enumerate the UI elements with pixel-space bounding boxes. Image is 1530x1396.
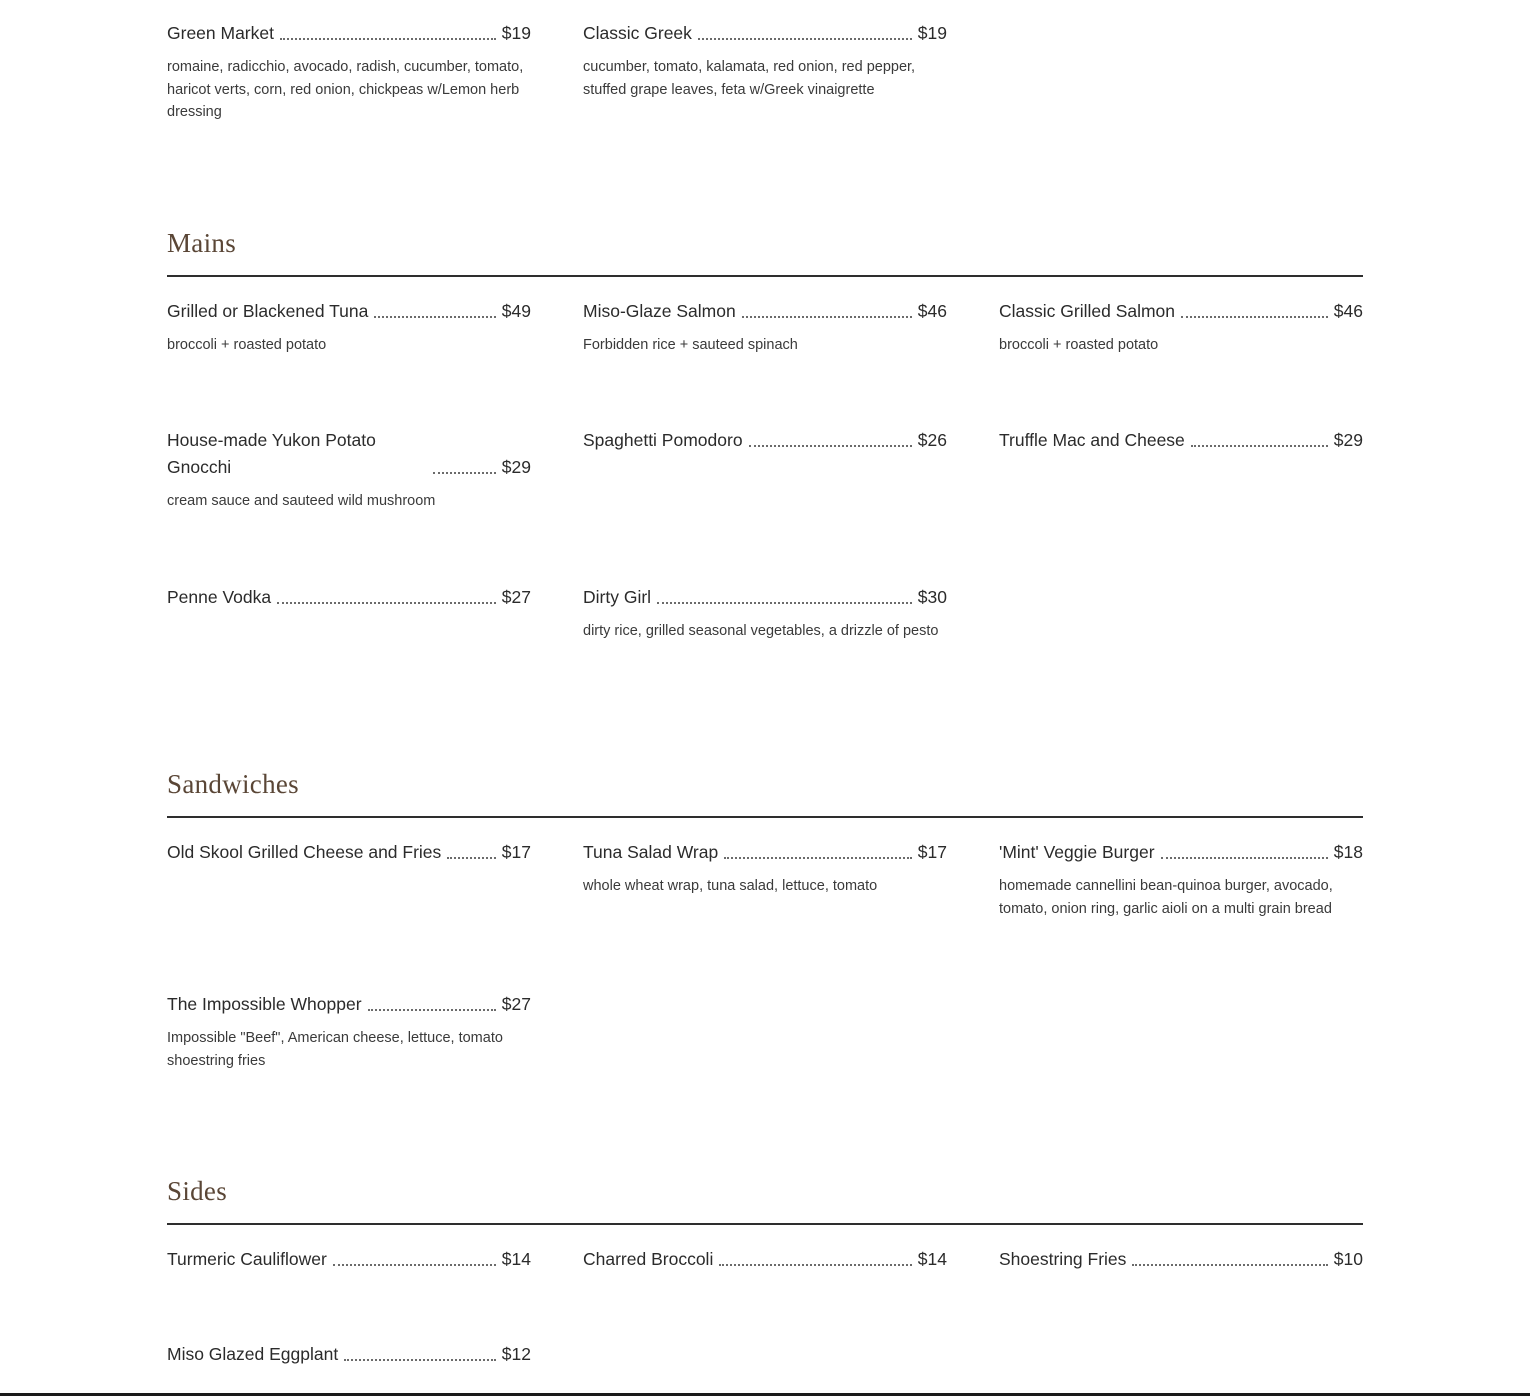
item-price: $49	[501, 301, 531, 321]
dot-leader	[742, 316, 912, 318]
menu-item-charred-broccoli	[583, 1246, 947, 1273]
item-description: broccoli + roasted potato	[999, 337, 1159, 353]
menu-item-gnocchi	[167, 427, 531, 513]
item-name: Tuna Salad Wrap	[583, 842, 719, 862]
dot-leader	[1132, 1264, 1327, 1266]
menu-item-veggie-burger	[999, 839, 1363, 920]
item-description: romaine, radicchio, avocado, radish, cucumber, tomato, haricot verts, corn, red onion, chickpeas w/Lemon herb dressing	[167, 59, 524, 120]
dot-leader	[657, 602, 912, 604]
dot-leader	[724, 857, 912, 859]
item-description: Impossible "Beef", American cheese, lettuce, tomato shoestring fries	[167, 1030, 503, 1069]
menu-item-penne-vodka	[167, 584, 531, 611]
item-description: dirty rice, grilled seasonal vegetables, a drizzle of pesto	[583, 623, 939, 639]
item-price: $26	[917, 430, 947, 450]
dot-leader	[368, 1009, 496, 1011]
menu-item-impossible-whopper	[167, 991, 531, 1072]
item-name: Shoestring Fries	[999, 1249, 1127, 1269]
item-name: House-made Yukon Potato Gnocchi	[167, 430, 376, 477]
section-divider	[167, 816, 1363, 818]
item-description: broccoli + roasted potato	[167, 337, 327, 353]
item-price: $27	[501, 994, 531, 1014]
item-description: Forbidden rice + sauteed spinach	[583, 337, 798, 353]
item-price: $18	[1333, 842, 1363, 862]
item-name: Miso Glazed Eggplant	[167, 1344, 339, 1364]
dot-leader	[1161, 857, 1328, 859]
menu-item-spaghetti	[583, 427, 947, 454]
item-name: Turmeric Cauliflower	[167, 1249, 327, 1269]
section-title-sides: Sides	[167, 1176, 228, 1206]
menu-item-truffle-mac	[999, 427, 1363, 454]
menu-item-miso-eggplant	[167, 1341, 531, 1368]
item-description: homemade cannellini bean-quinoa burger, avocado, tomato, onion ring, garlic aioli on a multi grain bread	[999, 878, 1333, 917]
item-name: Green Market	[167, 23, 274, 43]
menu-item-tuna-wrap	[583, 839, 947, 898]
menu-item-classic-salmon	[999, 298, 1363, 357]
section-divider	[167, 275, 1363, 277]
menu-item-tuna	[167, 298, 531, 357]
dot-leader	[447, 857, 496, 859]
menu-item-miso-salmon	[583, 298, 947, 357]
dot-leader	[719, 1264, 911, 1266]
item-price: $46	[917, 301, 947, 321]
item-name: The Impossible Whopper	[167, 994, 362, 1014]
dot-leader	[749, 445, 912, 447]
item-price: $14	[917, 1249, 947, 1269]
dot-leader	[1181, 316, 1328, 318]
dot-leader	[277, 602, 496, 604]
item-price: $19	[501, 23, 531, 43]
item-description: cucumber, tomato, kalamata, red onion, red pepper, stuffed grape leaves, feta w/Greek vinaigrette	[583, 59, 916, 98]
item-name: Old Skool Grilled Cheese and Fries	[167, 842, 442, 862]
item-name: Penne Vodka	[167, 587, 272, 607]
item-description: cream sauce and sauteed wild mushroom	[167, 493, 436, 509]
item-price: $27	[501, 587, 531, 607]
item-price: $14	[501, 1249, 531, 1269]
item-price: $19	[917, 23, 947, 43]
item-price: $29	[501, 457, 531, 477]
item-name: Classic Greek	[583, 23, 692, 43]
section-divider	[167, 1223, 1363, 1225]
section-title-mains: Mains	[167, 228, 236, 258]
item-name: Grilled or Blackened Tuna	[167, 301, 369, 321]
item-name: Charred Broccoli	[583, 1249, 714, 1269]
menu-item-turmeric-cauliflower	[167, 1246, 531, 1273]
item-price: $12	[501, 1344, 531, 1364]
dot-leader	[280, 38, 496, 40]
section-title-sandwiches: Sandwiches	[167, 769, 299, 799]
dot-leader	[333, 1264, 496, 1266]
item-price: $46	[1333, 301, 1363, 321]
item-description: whole wheat wrap, tuna salad, lettuce, tomato	[583, 878, 878, 894]
item-name: Dirty Girl	[583, 587, 652, 607]
menu-item-shoestring-fries	[999, 1246, 1363, 1273]
dot-leader	[344, 1359, 496, 1361]
dot-leader	[433, 472, 496, 474]
menu-item-green-market	[167, 20, 531, 124]
menu-item-grilled-cheese	[167, 839, 531, 866]
item-price: $30	[917, 587, 947, 607]
item-price: $29	[1333, 430, 1363, 450]
item-name: Truffle Mac and Cheese	[999, 430, 1185, 450]
menu-item-classic-greek	[583, 20, 947, 101]
item-name: Miso-Glaze Salmon	[583, 301, 736, 321]
menu-item-dirty-girl	[583, 584, 947, 643]
item-price: $10	[1333, 1249, 1363, 1269]
dot-leader	[374, 316, 495, 318]
item-price: $17	[501, 842, 531, 862]
item-name: 'Mint' Veggie Burger	[999, 842, 1155, 862]
item-name: Classic Grilled Salmon	[999, 301, 1176, 321]
dot-leader	[1191, 445, 1328, 447]
item-name: Spaghetti Pomodoro	[583, 430, 743, 450]
dot-leader	[698, 38, 912, 40]
item-price: $17	[917, 842, 947, 862]
